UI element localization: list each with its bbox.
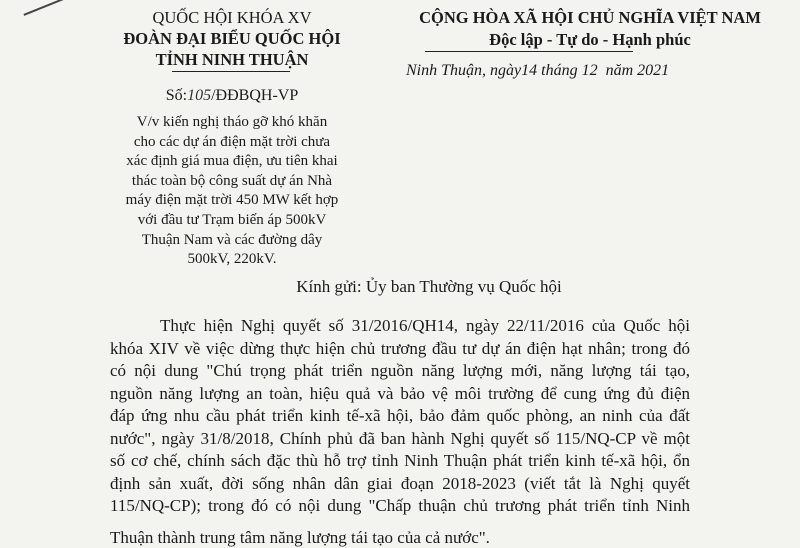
page-edge-mark — [23, 0, 68, 15]
body-line: nguồn năng lượng an toàn, hiệu quả và bảo vệ môi trường để cung ứng đủ điện — [110, 383, 690, 403]
subject-line: xác định giá mua điện, ưu tiên khai — [126, 153, 338, 170]
subject-line: thác toàn bộ công suất dự án Nhà — [131, 172, 333, 189]
date-prefix: Ninh Thuận, ngày — [406, 62, 522, 79]
place-date — [406, 62, 669, 80]
subject-line: máy điện mặt trời 450 MW kết hợp — [125, 192, 339, 209]
body-line: có nội dung "Chú trọng phát triển nguồn năng lượng mới, năng lượng tái tạo, — [110, 361, 690, 380]
number-handwritten: 105 — [187, 87, 212, 104]
body-line: Thuận thành trung tâm năng lượng tái tạo của cả nước". — [110, 528, 490, 547]
agency-name: ĐOÀN ĐẠI BIỂU QUỐC HỘI — [123, 29, 341, 48]
national-motto: Độc lập - Tự do - Hạnh phúc — [489, 30, 691, 49]
date-day-handwritten: 14 — [521, 62, 538, 79]
body-line: nước", ngày 31/8/2018, Chính phủ đã ban hành Nghị quyết số 115/NQ-CP về một — [110, 428, 690, 448]
body-line: 115/NQ-CP); trong đó có nội dung "Chấp thuận chủ trương phát triển tỉnh Ninh — [110, 496, 690, 515]
agency-underline — [172, 71, 290, 72]
agency-parent: QUỐC HỘI KHÓA XV — [152, 8, 312, 27]
number-suffix: /ĐĐBQH-VP — [211, 87, 299, 104]
body-line: số cơ chế, chính sách đặc thù hỗ trợ tỉnh Ninh Thuận phát triển kinh tế-xã hội, ổn — [110, 451, 690, 470]
national-title: CỘNG HÒA XÃ HỘI CHỦ NGHĨA VIỆT NAM — [419, 8, 761, 27]
document-number — [166, 87, 298, 105]
subject-line: Thuận Nam và các đường dây — [141, 231, 323, 248]
subject-block — [117, 113, 347, 270]
motto-underline — [425, 51, 633, 52]
agency-province: TỈNH NINH THUẬN — [155, 50, 309, 69]
body-line: Thực hiện Nghị quyết số 31/2016/QH14, ngày 22/11/2016 của Quốc hội — [160, 316, 690, 335]
subject-line: 500kV, 220kV. — [187, 251, 277, 268]
salutation: Kính gửi: Ủy ban Thường vụ Quốc hội — [296, 277, 562, 296]
date-rest: tháng 12 năm 2021 — [537, 62, 670, 79]
body-line: định sản xuất, đời sống nhân dân giai đoạn 2018-2023 (viết tắt là Nghị quyết — [110, 473, 690, 493]
subject-line: với đầu tư Trạm biến áp 500kV — [137, 211, 327, 228]
subject-line: V/v kiến nghị tháo gỡ khó khăn — [136, 114, 328, 130]
body-line: khóa XIV về việc dừng thực hiện chủ trương đầu tư dự án điện hạt nhân; trong đó — [110, 338, 690, 358]
subject-line: cho các dự án điện mặt trời chưa — [133, 133, 331, 150]
number-prefix: Số: — [165, 87, 188, 104]
body-line: đáp ứng nhu cầu phát triển kinh tế-xã hội, bảo đảm quốc phòng, an ninh của đất — [110, 406, 690, 425]
